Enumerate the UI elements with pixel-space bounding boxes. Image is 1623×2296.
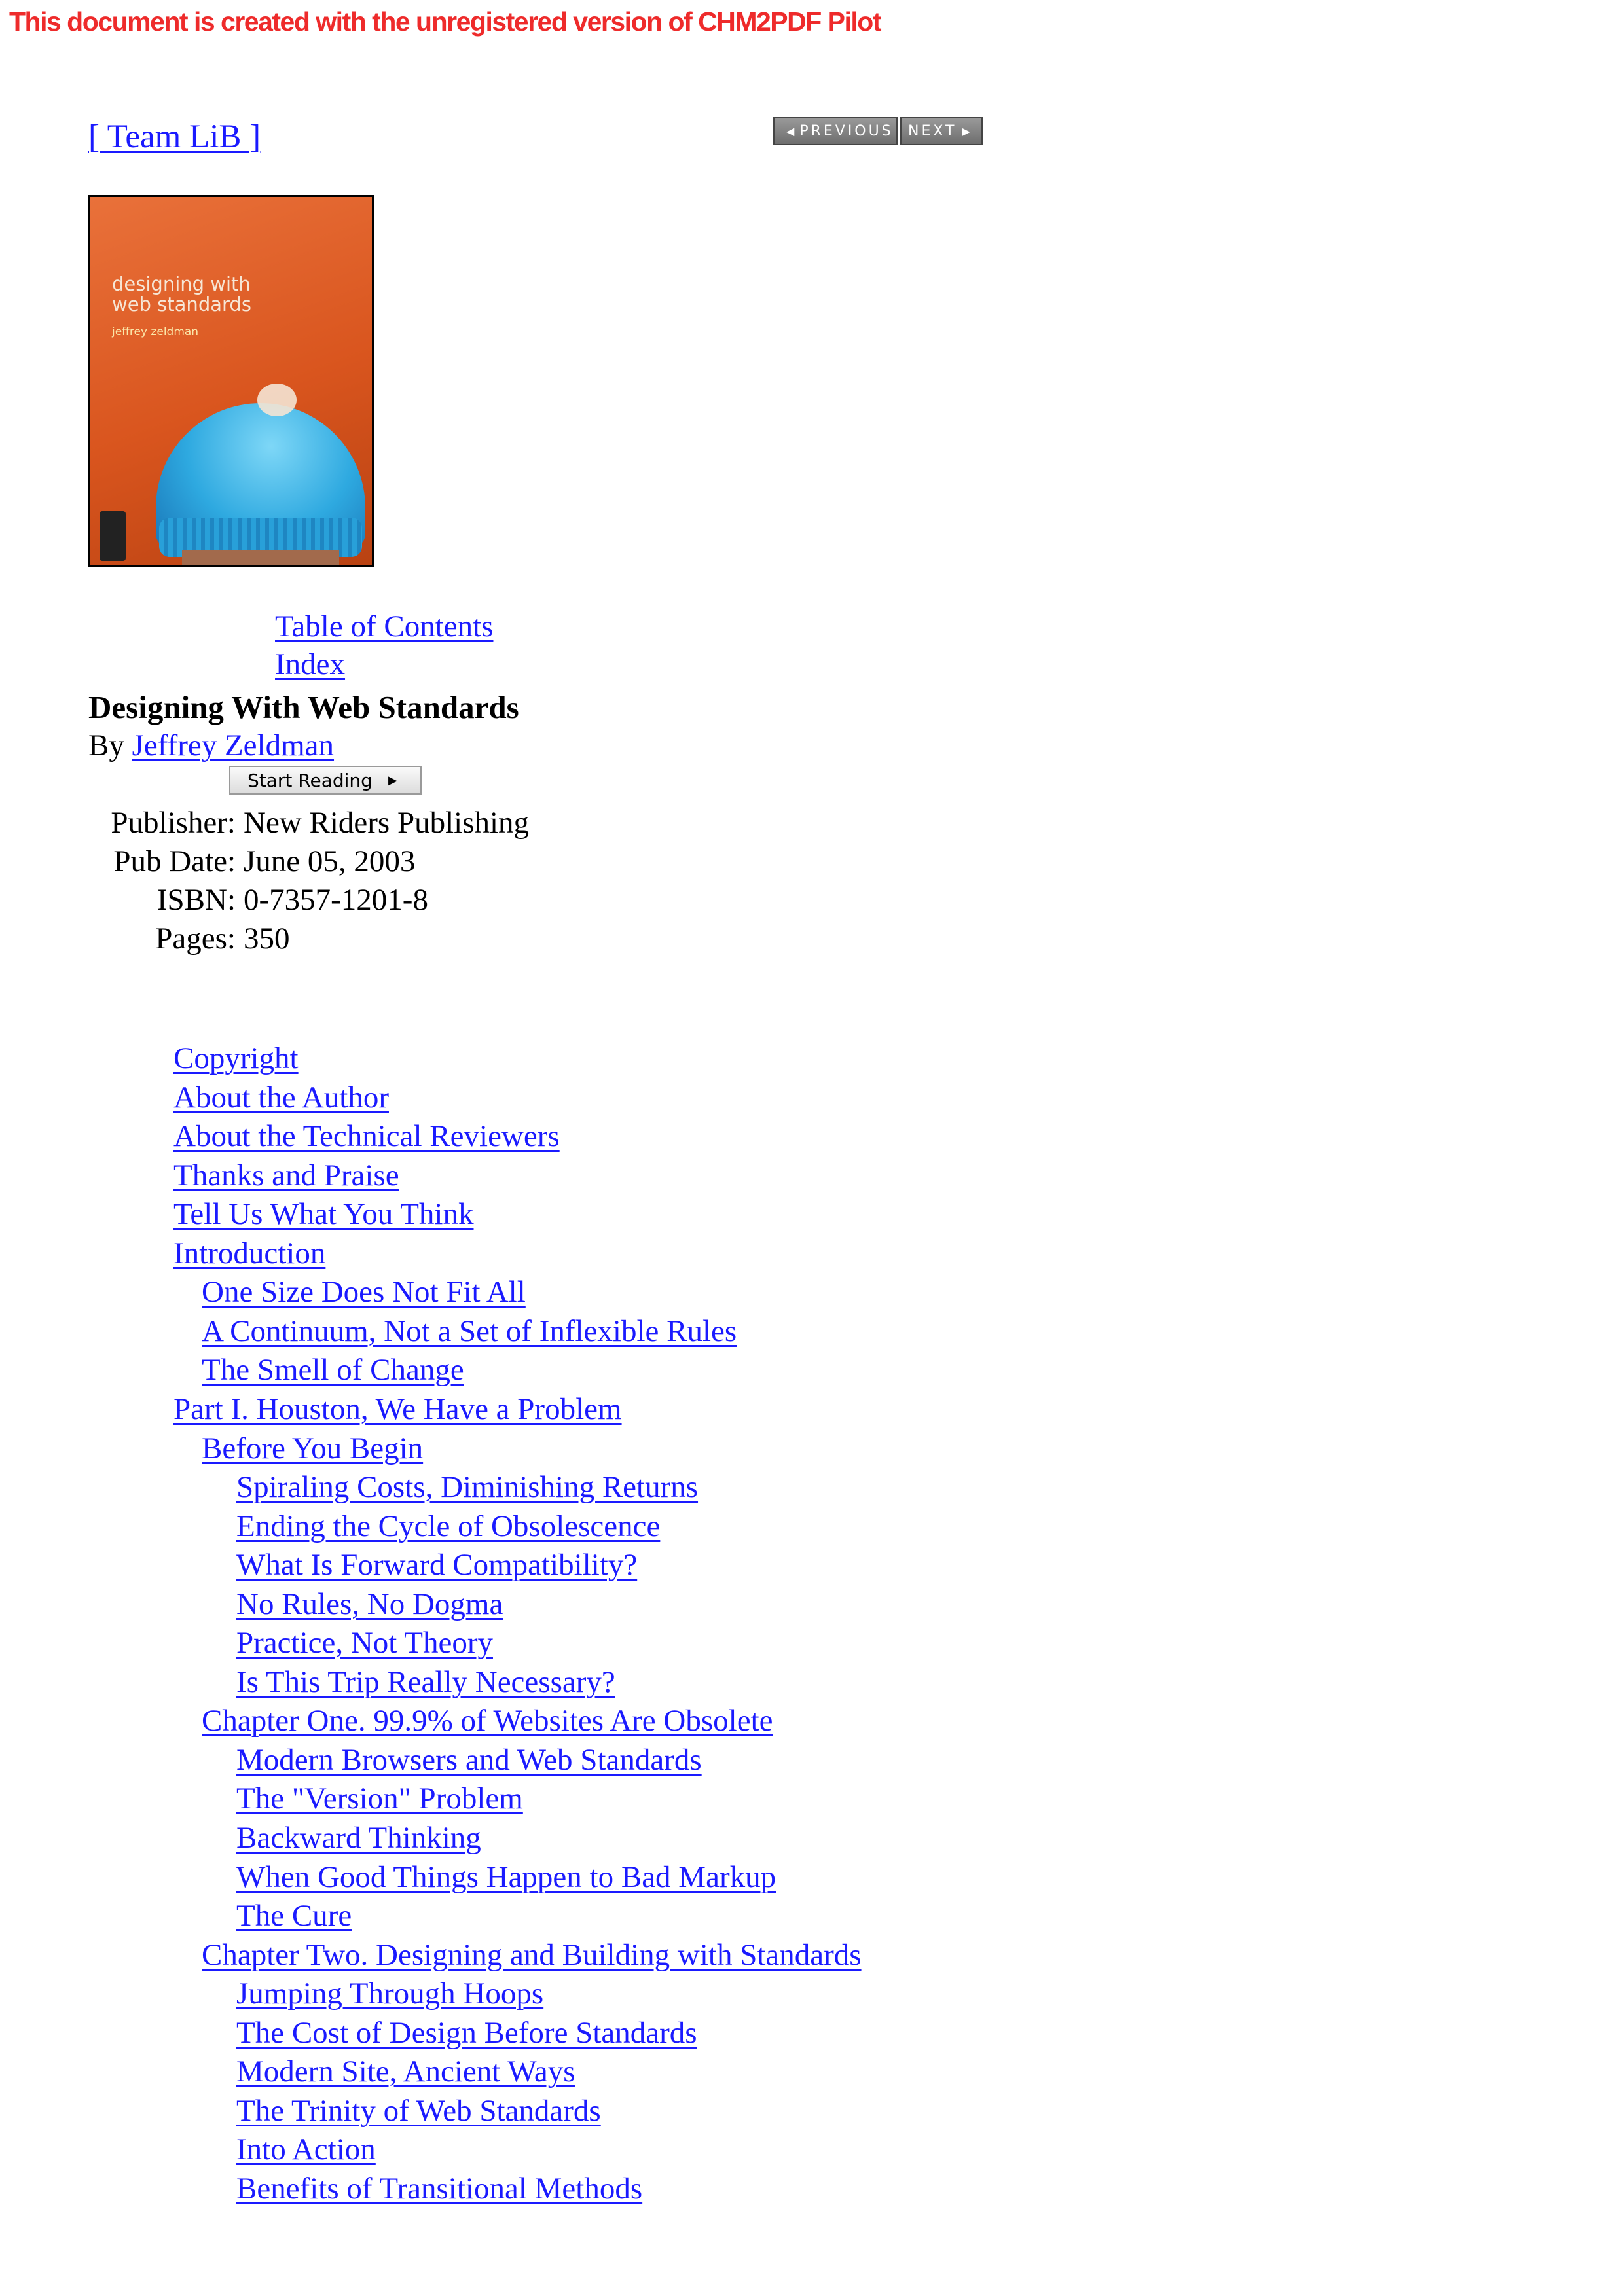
- toc-link[interactable]: Jumping Through Hoops: [236, 1977, 544, 2011]
- toc-link[interactable]: The Cost of Design Before Standards: [236, 2016, 697, 2050]
- start-reading-label: Start Reading: [247, 769, 373, 791]
- play-arrow-icon: ▶: [388, 773, 397, 787]
- toc-link[interactable]: The Trinity of Web Standards: [236, 2094, 601, 2128]
- toc-link[interactable]: What Is Forward Compatibility?: [236, 1548, 638, 1582]
- toc-link[interactable]: The Smell of Change: [202, 1353, 464, 1387]
- metadata-label: Pub Date:: [113, 844, 236, 878]
- metadata-value: 0-7357-1201-8: [244, 883, 428, 917]
- cover-author: jeffrey zeldman: [112, 325, 199, 338]
- toc-link[interactable]: About the Author: [173, 1081, 389, 1115]
- toc-link[interactable]: A Continuum, Not a Set of Inflexible Rules: [202, 1314, 737, 1348]
- toc-link[interactable]: Spiraling Costs, Diminishing Returns: [236, 1470, 699, 1504]
- toc-link[interactable]: Modern Browsers and Web Standards: [236, 1743, 702, 1777]
- toc-link[interactable]: Introduction: [173, 1236, 326, 1270]
- toc-link[interactable]: The "Version" Problem: [236, 1782, 523, 1816]
- metadata-row: [0, 882, 786, 922]
- toc-link[interactable]: Ending the Cycle of Obsolescence: [236, 1509, 661, 1543]
- arrow-left-icon: ◀: [786, 124, 795, 137]
- metadata-row: [0, 921, 786, 960]
- toc-link[interactable]: Tell Us What You Think: [173, 1197, 474, 1231]
- toc-link[interactable]: Copyright: [173, 1041, 299, 1075]
- next-button[interactable]: [900, 117, 983, 145]
- toc-link[interactable]: Before You Begin: [202, 1431, 424, 1465]
- toc-link[interactable]: Is This Trip Really Necessary?: [236, 1665, 615, 1699]
- toc-link[interactable]: Chapter One. 99.9% of Websites Are Obsolete: [202, 1704, 773, 1738]
- table-of-contents-link[interactable]: Table of Contents: [275, 609, 494, 643]
- metadata-value: June 05, 2003: [244, 844, 416, 878]
- team-lib-link[interactable]: [ Team LiB ]: [88, 118, 261, 155]
- metadata-value: 350: [244, 922, 290, 956]
- cover-title: designing with web standards: [112, 273, 251, 315]
- toc-link[interactable]: Chapter Two. Designing and Building with Standards: [202, 1938, 862, 1972]
- byline: [88, 728, 334, 763]
- toc-link[interactable]: One Size Does Not Fit All: [202, 1275, 526, 1309]
- metadata-value: New Riders Publishing: [244, 806, 530, 840]
- toc-link[interactable]: Backward Thinking: [236, 1821, 481, 1855]
- next-label: NEXT: [908, 122, 957, 139]
- author-link[interactable]: Jeffrey Zeldman: [132, 728, 335, 762]
- index-link[interactable]: Index: [275, 647, 346, 681]
- toc-link[interactable]: Modern Site, Ancient Ways: [236, 2054, 575, 2089]
- page-navigation: [773, 117, 983, 145]
- start-reading-button[interactable]: [229, 766, 422, 795]
- metadata-label: Publisher:: [111, 806, 236, 840]
- previous-button[interactable]: [773, 117, 898, 145]
- toc-link[interactable]: Part I. Houston, We Have a Problem: [173, 1392, 622, 1426]
- toc-link[interactable]: Thanks and Praise: [173, 1158, 399, 1193]
- by-prefix: By: [88, 728, 124, 762]
- metadata-label: ISBN:: [156, 883, 236, 917]
- toc-link[interactable]: Practice, Not Theory: [236, 1626, 493, 1660]
- metadata-label: Pages:: [155, 922, 236, 956]
- book-cover-image: [88, 195, 374, 567]
- toc-link[interactable]: No Rules, No Dogma: [236, 1587, 503, 1621]
- book-title: Designing With Web Standards: [88, 689, 519, 725]
- watermark-banner: This document is created with the unregistered version of CHM2PDF Pilot: [9, 7, 881, 37]
- toc-link[interactable]: When Good Things Happen to Bad Markup: [236, 1860, 776, 1894]
- publisher-logo: [100, 511, 126, 561]
- toc-link[interactable]: The Cure: [236, 1899, 352, 1933]
- previous-label: PREVIOUS: [799, 122, 894, 139]
- metadata-row: [0, 805, 786, 844]
- toc-link[interactable]: Into Action: [236, 2132, 376, 2166]
- toc-link[interactable]: Benefits of Transitional Methods: [236, 2172, 643, 2206]
- arrow-right-icon: ▶: [962, 124, 970, 137]
- toc-link[interactable]: About the Technical Reviewers: [173, 1119, 560, 1153]
- metadata-row: [0, 844, 786, 883]
